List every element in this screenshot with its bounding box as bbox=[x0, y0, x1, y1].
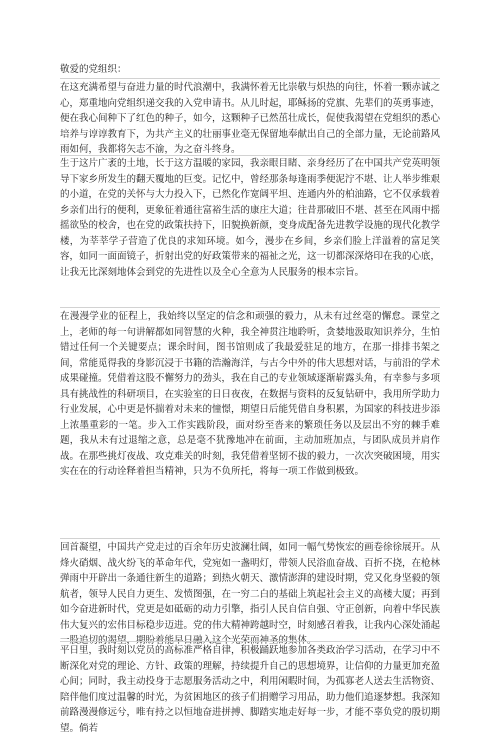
letter-paragraph-1: 在这充满希望与奋进力量的时代浪潮中，我满怀着无比崇敬与炽热的向往，怀着一颗赤诚之心，郑重地向党组织递交我的入党申请书。从儿时起，耶稣扬的党旗、先辈们的英勇事迹，便在我心间种下了红色的种子，如今，这颗种子已然茁壮成长，促使我渴望在党组织的悉心培养与谆谆教育下，为共产主义的壮丽事业毫无保留地奉献出自己的全部力量，无论前路风雨如何，我都将矢志不渝，为之奋斗终身。 bbox=[60, 82, 441, 155]
letter-paragraph-3: 在漫漫学业的征程上，我始终以坚定的信念和顽强的毅力，从未有过丝毫的懈怠。课堂之上，老师的每一句讲解都如同智慧的火种，我全神贯注地聆听，贪婪地汲取知识养分，生怕错过任何一个关键要点；课余时间，图书馆则成了我最爱驻足的地方，在那一排排书架之间，常能觅得我的身影沉浸于书籍的浩瀚海洋，与古今中外的伟大思想对话，与前沿的学术成果碰撞。凭借着这股不懈努力的劲头，我在自己的专业领域逐渐崭露头角，有幸参与多项具有挑战性的科研项目，在实验室的日日夜夜，在数据与资料的反复钻研中，我用所学助力行业发展，心中更是怀揣着对未来的憧憬，期望日后能凭借自身积累，为国家的科技进步添上浓墨重彩的一笔。步入工作实践阶段，面对纷至沓来的繁琐任务以及层出不穷的棘手难题，我从未有过退缩之意，总是毫不犹豫地冲在前面，主动加班加点，与团队成员并肩作战。在那些挑灯夜战、攻克难关的时刻，我凭借着坚韧不拔的毅力，一次次突破困境，用实实在在的行动诠释着担当精神，只为不负所托，将每一项工作做到极致。 bbox=[60, 311, 441, 477]
letter-paragraph-4: 回首凝望，中国共产党走过的百余年历史波澜壮阔，如同一幅气势恢宏的画卷徐徐展开。从烽火硝烟、战火纷飞的革命年代，党宛如一盏明灯，带领人民浴血奋战、百折不挠，在枪林弹雨中开辟出一条通往新生的道路；到热火朝天、激情澎湃的建设时期，党又化身坚毅的领航者，领导人民自力更生、发愤图强，在一穷二白的基础上筑起社会主义的高楼大厦；再到如今奋进新时代，党更是如砥砺的动力引擎，指引人民自信自强、守正创新，向着中华民族伟大复兴的宏伟目标稳步迈进。党的伟大精神跨越时空，时刻感召着我，让我内心深处涌起一股追切的渴望，期盼着能早日融入这个光荣而神圣的集体。 bbox=[60, 542, 441, 646]
paragraph-divider bbox=[60, 641, 440, 642]
paragraph-divider bbox=[60, 538, 440, 539]
letter-paragraph-2: 生于这片广袤的土地，长于这方温暖的家园，我亲眼目睹、亲身经历了在中国共产党英明领导下家乡所发生的翻天覆地的巨变。记忆中，曾经那条每逢雨季便泥泞不堪、让人举步维艰的小道，在党的关怀与大力投入下，已然化作宽阔平坦、连通内外的柏油路，它不仅承载着乡亲们出行的便利，更象征着通往富裕生活的康庄大道；往昔那破旧不堪、甚至在风雨中摇摇欲坠的校舍，也在党的政策扶持下，旧貌换新颜，变身成配备先进教学设施的现代化教学楼，为莘莘学子营造了优良的求知环境。如今，漫步在乡间，乡亲们脸上洋溢着的富足笑容，如同一面面镜子，折射出党的好政策带来的福祉之光，这一切都深深烙印在我的心底，让我无比深刻地体会到党的先进性以及全心全意为人民服务的根本宗旨。 bbox=[60, 158, 441, 278]
paragraph-divider bbox=[60, 307, 440, 308]
letter-greeting: 敬爱的党组织： bbox=[60, 64, 127, 75]
letter-paragraph-5: 平日里，我时刻以党员的高标准严格自律，积极踊跃地参加各类政治学习活动，在学习中不断深化对党的理论、方针、政策的理解，持续提升自己的思想境界，让信仰的力量更加充盈心间；同时，我主动投身于志愿服务活动之中，利用闲暇时间，为孤寡老人送去生活物资、陪伴他们度过温馨的时光，为贫困地区的孩子们捐赠学习用品，助力他们追逐梦想。我深知前路漫漫修远兮，唯有持之以恒地奋进拼搏、脚踏实地走好每一步，才能不辜负党的殷切期望。倘若 bbox=[60, 645, 441, 734]
paragraph-divider bbox=[60, 78, 440, 79]
